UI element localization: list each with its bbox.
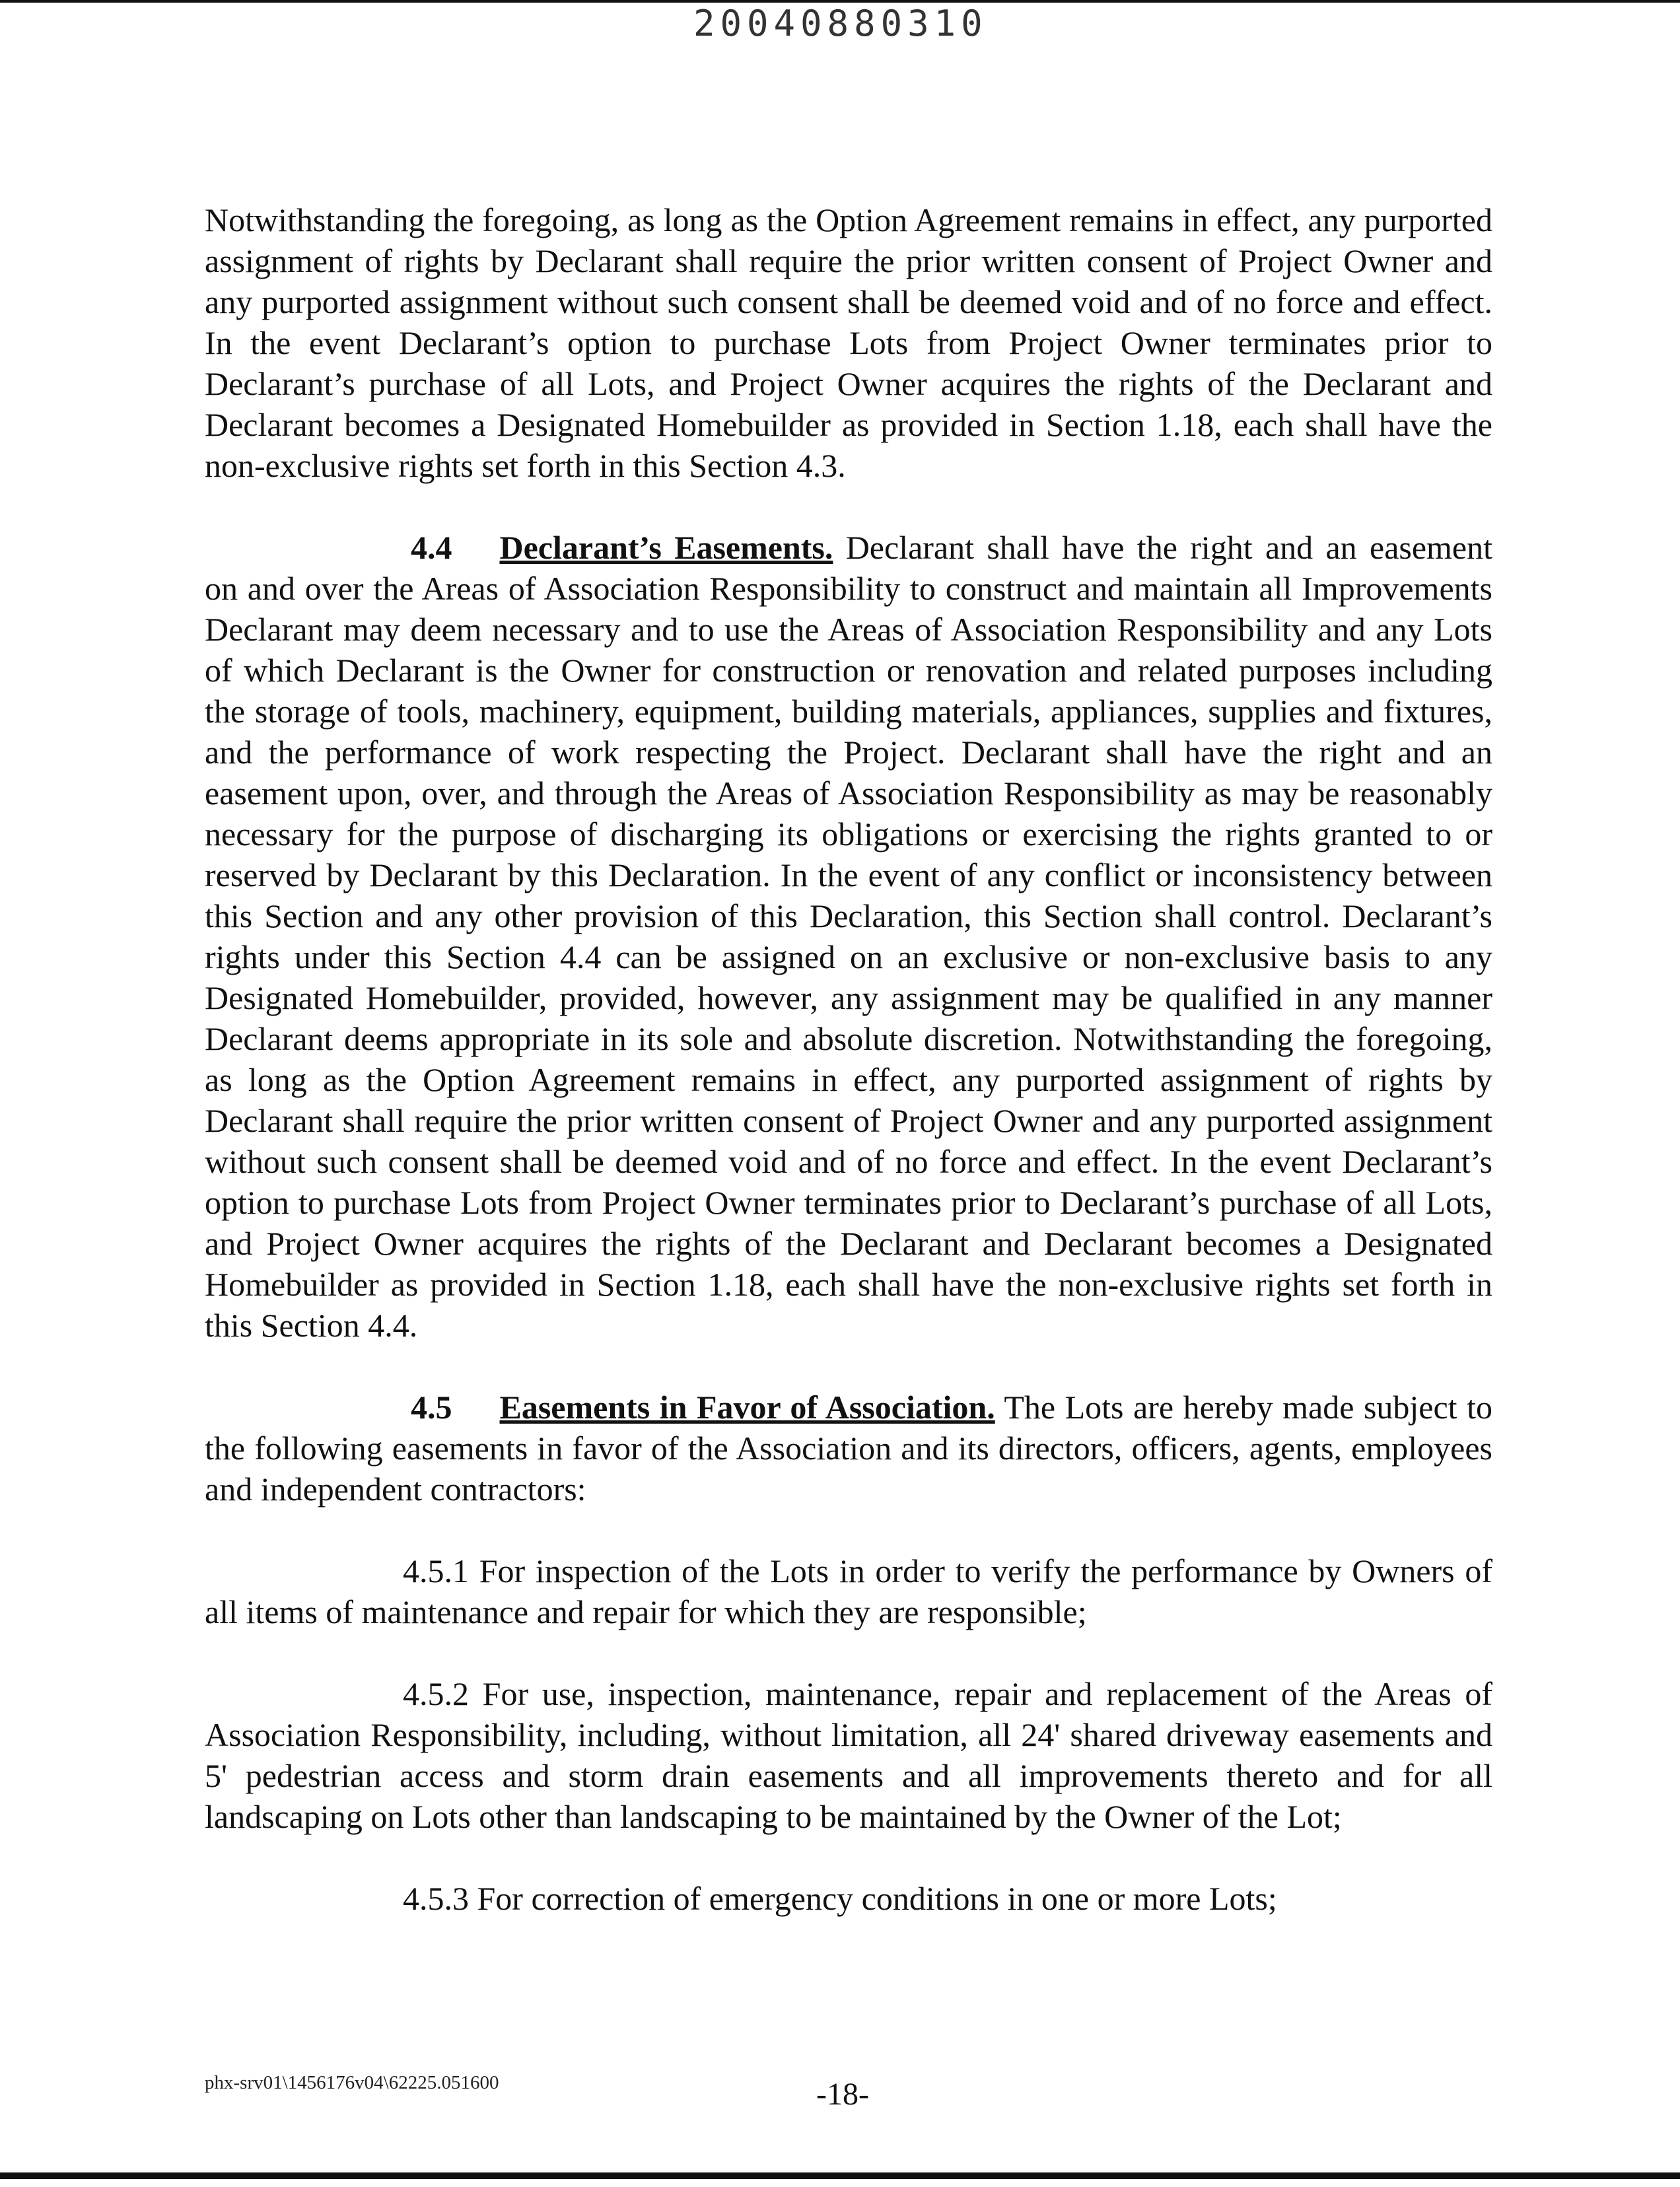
subsection-4-5-3: 4.5.3 For correction of emergency conditions in one or more Lots; — [403, 1880, 1277, 1917]
subsection-4-5-1: 4.5.1 For inspection of the Lots in order to verify the performance by Owners of all items of maintenance and repair for which they are responsible; — [205, 1552, 1492, 1630]
page-number: -18- — [816, 2077, 869, 2112]
document-body — [205, 199, 1492, 1919]
section-4-5-text: The Lots are hereby made subject to the following easements in favor of the Association and its directors, officers, agents, employees and independent contractors: — [205, 1389, 1492, 1508]
bottom-rule — [0, 2172, 1680, 2179]
section-4-5-number: 4.5 — [411, 1389, 452, 1426]
paragraph-continuation: Notwithstanding the foregoing, as long as the Option Agreement remains in effect, any purported assignment of rights by Declarant shall require the prior written consent of Project Owner and any purported assignment without such consent shall be deemed void and of no force and effect. In the event Declarant’s option to purchase Lots from Project Owner terminates prior to Declarant’s purchase of all Lots, and Project Owner acquires the rights of the Declarant and Declarant becomes a Designated Homebuilder as provided in Section 1.18, each shall have the non-exclusive rights set forth in this Section 4.3. — [205, 201, 1492, 484]
section-4-4-text: Declarant shall have the right and an easement on and over the Areas of Association Responsibility to construct and maintain all Improvements Declarant may deem necessary and to use the Areas of Association Responsibility and any Lots of which Declarant is the Owner for construction or renovation and related purposes including the storage of tools, machinery, equipment, building materials, appliances, supplies and fixtures, and the performance of work respecting the Project. Declarant shall have the right and an easement upon, over, and through the Areas of Association Responsibility as may be reasonably necessary for the purpose of discharging its obligations or exercising the rights granted to or reserved by Declarant by this Declaration. In the event of any conflict or inconsistency between this Section and any other provision of this Declaration, this Section shall control. Declarant’s rights under this Section 4.4 can be assigned on an exclusive or non-exclusive basis to any Designated Homebuilder, provided, however, any assignment may be qualified in any manner Declarant deems appropriate in its sole and absolute discretion. Notwithstanding the foregoing, as long as the Option Agreement remains in effect, any purported assignment of rights by Declarant shall require the prior written consent of Project Owner and any purported assignment without such consent shall be deemed void and of no force and effect. In the event Declarant’s option to purchase Lots from Project Owner terminates prior to Declarant’s purchase of all Lots, and Project Owner acquires the rights of the Declarant and Declarant becomes a Designated Homebuilder as provided in Section 1.18, each shall have the non-exclusive rights set forth in this Section 4.4. — [205, 529, 1493, 1344]
section-4-5-title: Easements in Favor of Association. — [499, 1389, 995, 1426]
document-number: 20040880310 — [680, 3, 1001, 45]
section-4-4-title: Declarant’s Easements. — [499, 529, 833, 566]
section-4-4-number: 4.4 — [411, 529, 452, 566]
section-4-5 — [205, 1387, 1492, 1510]
section-4-4 — [205, 527, 1492, 1346]
footer-file-code: phx-srv01\1456176v04\62225.051600 — [205, 2072, 499, 2093]
subsection-4-5-2: 4.5.2 For use, inspection, maintenance, repair and replacement of the Areas of Association Responsibility, including, without limitation, all 24' shared driveway easements and 5' pedestrian access and storm drain easements and all improvements thereto and for all landscaping on Lots other than landscaping to be maintained by the Owner of the Lot; — [205, 1675, 1492, 1835]
